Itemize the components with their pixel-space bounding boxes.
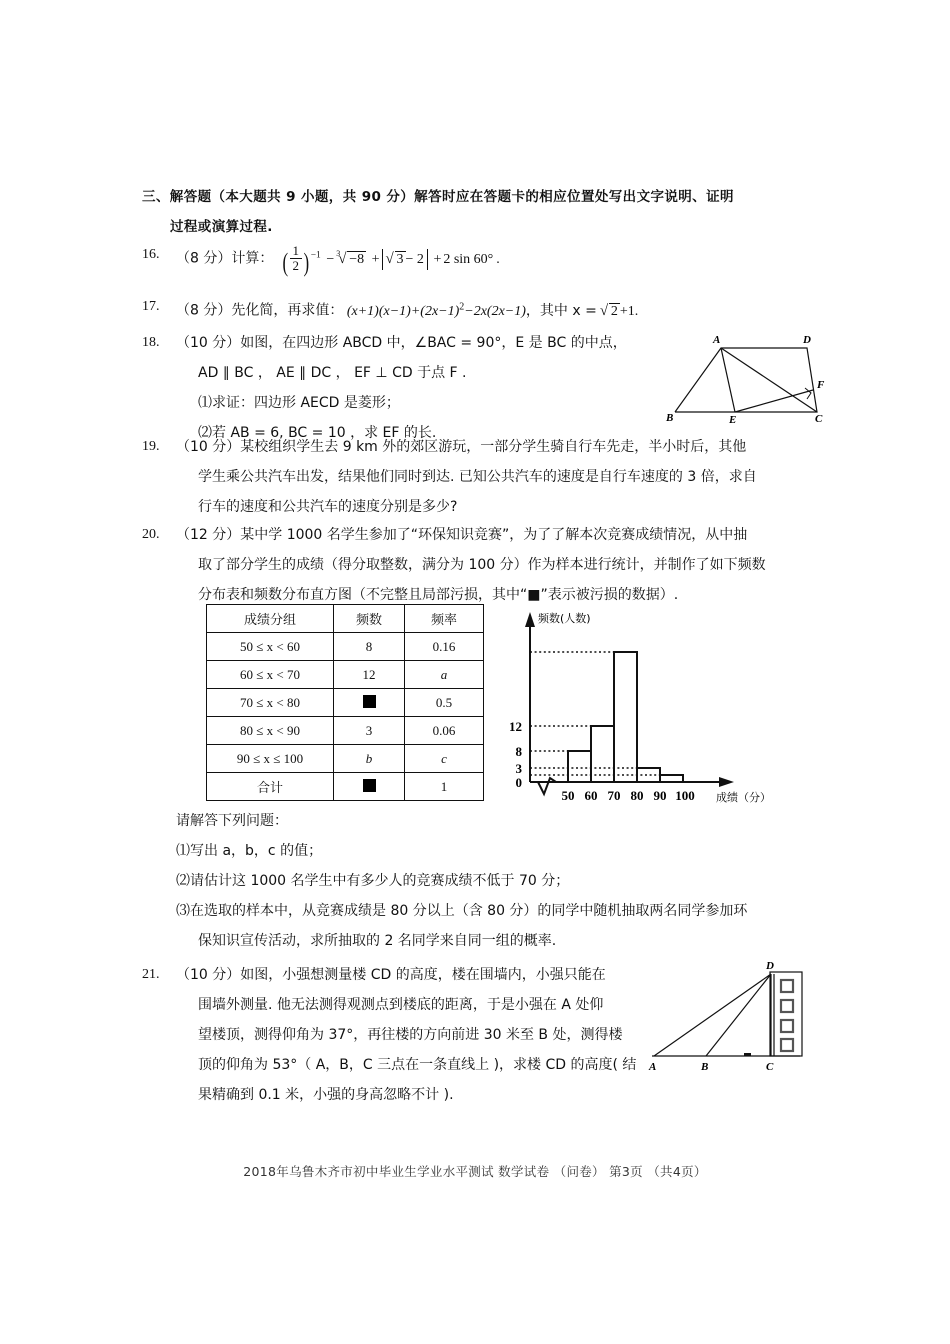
expr-part-1: (x+1)(x−1)+(2x−1) bbox=[346, 303, 460, 319]
problem-20-q3a: ⑶在选取的样本中，从竞赛成绩是 80 分以上（含 80 分）的同学中随机抽取两名同学参加环 bbox=[176, 903, 748, 919]
figure18-label-C: C bbox=[815, 413, 823, 424]
xtick-70: 70 bbox=[607, 788, 621, 803]
cell-frequency: 8 bbox=[334, 633, 405, 661]
cell-frequency: 3 bbox=[334, 717, 405, 745]
cell-frequency-blotted bbox=[334, 689, 405, 717]
figure21-label-D: D bbox=[766, 960, 774, 972]
problem-18 bbox=[142, 328, 702, 448]
problem-20-number: 20. bbox=[142, 527, 160, 542]
problem-21-line5: 果精确到 0.1 米，小强的身高忽略不计 ). bbox=[198, 1087, 454, 1103]
cell-group-total: 合计 bbox=[207, 773, 334, 801]
problem-17-expression bbox=[343, 301, 639, 319]
problem-18-line3: ⑴求证：四边形 AECD 是菱形； bbox=[198, 395, 400, 411]
frequency-histogram bbox=[492, 596, 782, 812]
cell-rate: 0.5 bbox=[405, 689, 484, 717]
table-row bbox=[207, 717, 484, 745]
period: . bbox=[496, 251, 500, 267]
blot-icon bbox=[363, 779, 376, 792]
section-heading-line1: 三、解答题（本大题共 9 小题，共 90 分）解答时应在答题卡的相应位置处写出文字说明、证明 bbox=[142, 189, 734, 205]
frac-numerator: 1 bbox=[290, 244, 303, 259]
sqrt-radicand: 3 bbox=[396, 251, 404, 267]
problem-19-line1: （10 分）某校组织学生去 9 km 外的郊区游玩，一部分学生骑自行车先走，半小时后，其他 bbox=[176, 439, 747, 455]
problem-18-figure bbox=[665, 326, 837, 424]
problem-21-line1: （10 分）如图，小强想测量楼 CD 的高度，楼在围墙内，小强只能在 bbox=[176, 967, 606, 983]
condition-prefix: ，其中 x = bbox=[525, 302, 597, 319]
cell-rate: 1 bbox=[405, 773, 484, 801]
table-header-frequency: 频数 bbox=[334, 605, 405, 633]
problem-21-line3: 望楼顶，测得仰角为 37°，再往楼的方向前进 30 米至 B 处，测得楼 bbox=[198, 1027, 623, 1043]
problem-18-number: 18. bbox=[142, 335, 160, 350]
histogram-x-axis-label: 成绩（分） bbox=[716, 791, 771, 804]
ytick-8: 8 bbox=[515, 744, 522, 759]
problem-18-line4: ⑵若 AB = 6, BC = 10 ，求 EF 的长. bbox=[198, 425, 437, 441]
figure18-label-E: E bbox=[729, 414, 737, 424]
page-footer: 2018年乌鲁木齐市初中毕业生学业水平测试 数学试卷 （问卷） 第3页 （共4页） bbox=[243, 1164, 707, 1179]
table-row bbox=[207, 661, 484, 689]
xtick-60: 60 bbox=[584, 788, 598, 803]
problem-20-line2: 取了部分学生的成绩（得分取整数，满分为 100 分）作为样本进行统计，并制作了如下频数 bbox=[198, 557, 766, 573]
problem-20-q3b: 保知识宣传活动，求所抽取的 2 名同学来自同一组的概率. bbox=[198, 933, 557, 949]
xtick-90: 90 bbox=[653, 788, 667, 803]
problem-18-line2: AD ∥ BC ， AE ∥ DC ， EF ⊥ CD 于点 F . bbox=[198, 365, 467, 381]
problem-21-line2: 围墙外测量. 他无法测得观测点到楼底的距离，于是小强在 A 处仰 bbox=[198, 997, 604, 1013]
problem-17-body bbox=[176, 292, 842, 327]
sine-term: 2 sin 60° bbox=[443, 251, 494, 267]
problem-19-line2: 学生乘公共汽车出发，结果他们同时到达. 已知公共汽车的速度是自行车速度的 3 倍，求自 bbox=[198, 469, 757, 485]
figure21-label-B: B bbox=[701, 1061, 709, 1073]
exponent: −1 bbox=[310, 250, 321, 260]
table-row bbox=[207, 633, 484, 661]
condition-suffix: +1. bbox=[619, 303, 639, 319]
problem-20-line3: 分布表和频数分布直方图（不完整且局部污损，其中“■”表示被污损的数据）. bbox=[198, 587, 679, 603]
table-header-rate: 频率 bbox=[405, 605, 484, 633]
problem-20-q1: ⑴写出 a，b，c 的值； bbox=[176, 843, 323, 859]
condition-sqrt: 2 bbox=[610, 303, 618, 319]
cell-group: 70 ≤ x < 80 bbox=[207, 689, 334, 717]
table-row bbox=[207, 745, 484, 773]
problem-20-q2: ⑵请估计这 1000 名学生中有多少人的竞赛成绩不低于 70 分； bbox=[176, 873, 570, 889]
figure21-label-A: A bbox=[649, 1061, 657, 1073]
cell-frequency-blotted bbox=[334, 773, 405, 801]
figure18-label-B: B bbox=[666, 412, 674, 424]
problem-18-line1: （10 分）如图，在四边形 ABCD 中，∠BAC = 90°，E 是 BC 的中点， bbox=[176, 335, 627, 351]
figure21-label-C: C bbox=[766, 1061, 774, 1073]
cbrt-radicand: −8 bbox=[349, 251, 365, 267]
problem-16-lead: （8 分）计算： bbox=[176, 250, 274, 267]
ytick-0: 0 bbox=[515, 775, 522, 790]
cell-frequency: 12 bbox=[334, 661, 405, 689]
histogram-y-axis-label: 频数(人数) bbox=[538, 612, 591, 625]
frac-denominator: 2 bbox=[292, 257, 300, 273]
problem-16-number: 16. bbox=[142, 247, 160, 262]
problem-17-number: 17. bbox=[142, 299, 160, 314]
xtick-50: 50 bbox=[561, 788, 575, 803]
problem-19 bbox=[142, 432, 842, 522]
histogram-svg bbox=[492, 596, 782, 812]
problem-21-line4: 顶的仰角为 53°（ A，B，C 三点在一条直线上 )，求楼 CD 的高度( 结 bbox=[198, 1057, 637, 1073]
problem-21-figure bbox=[640, 956, 822, 1086]
ytick-3: 3 bbox=[515, 761, 522, 776]
table-header-row bbox=[207, 605, 484, 633]
problem-17-lead: （8 分）先化简，再求值： bbox=[176, 302, 344, 319]
problem-19-number: 19. bbox=[142, 439, 160, 454]
figure18-label-A: A bbox=[713, 334, 721, 346]
cell-rate: a bbox=[405, 661, 484, 689]
cell-rate: c bbox=[405, 745, 484, 773]
table-row-total bbox=[207, 773, 484, 801]
problem-21-body bbox=[176, 960, 662, 1110]
blot-icon bbox=[363, 695, 376, 708]
problem-17 bbox=[142, 292, 842, 327]
abs-minus-term: − 2 bbox=[405, 251, 424, 267]
cell-rate: 0.16 bbox=[405, 633, 484, 661]
figure18-label-D: D bbox=[803, 334, 811, 346]
table-header-group: 成绩分组 bbox=[207, 605, 334, 633]
cell-group: 90 ≤ x ≤ 100 bbox=[207, 745, 334, 773]
cell-frequency: b bbox=[334, 745, 405, 773]
problem-16-body bbox=[176, 240, 832, 278]
ytick-12: 12 bbox=[509, 719, 522, 734]
cell-group: 60 ≤ x < 70 bbox=[207, 661, 334, 689]
problem-18-body bbox=[176, 328, 702, 448]
xtick-80: 80 bbox=[630, 788, 644, 803]
section-heading-line2: 过程或演算过程. bbox=[170, 219, 273, 235]
figure18-label-F: F bbox=[817, 379, 825, 391]
problem-20-questions-body bbox=[176, 806, 842, 956]
cell-group: 50 ≤ x < 60 bbox=[207, 633, 334, 661]
section-heading bbox=[142, 182, 832, 242]
problem-21-number: 21. bbox=[142, 967, 160, 982]
problem-19-line3: 行车的速度和公共汽车的速度分别是多少? bbox=[198, 499, 458, 515]
xtick-100: 100 bbox=[675, 788, 695, 803]
problem-20-q-lead: 请解答下列问题： bbox=[176, 813, 288, 829]
table-row bbox=[207, 689, 484, 717]
cell-rate: 0.06 bbox=[405, 717, 484, 745]
problem-21 bbox=[142, 960, 662, 1110]
expr-square: 2 bbox=[459, 301, 465, 312]
problem-20-questions bbox=[142, 806, 842, 956]
problem-19-body bbox=[176, 432, 842, 522]
cell-group: 80 ≤ x < 90 bbox=[207, 717, 334, 745]
expr-part-2: −2x(2x−1) bbox=[464, 303, 526, 319]
problem-16 bbox=[142, 240, 832, 278]
problem-16-expression: ( $\frac{1}{2}$ ) $^{-1}$ − √ 3 −8 + √ 3 − 2 + 2 sin 60° . bbox=[277, 252, 499, 267]
cbrt-index: √ 3 bbox=[336, 248, 341, 258]
frequency-distribution-table bbox=[206, 604, 484, 801]
problem-20-line1: （12 分）某中学 1000 名学生参加了“环保知识竞赛”，为了了解本次竞赛成绩情况，从中抽 bbox=[176, 527, 748, 543]
